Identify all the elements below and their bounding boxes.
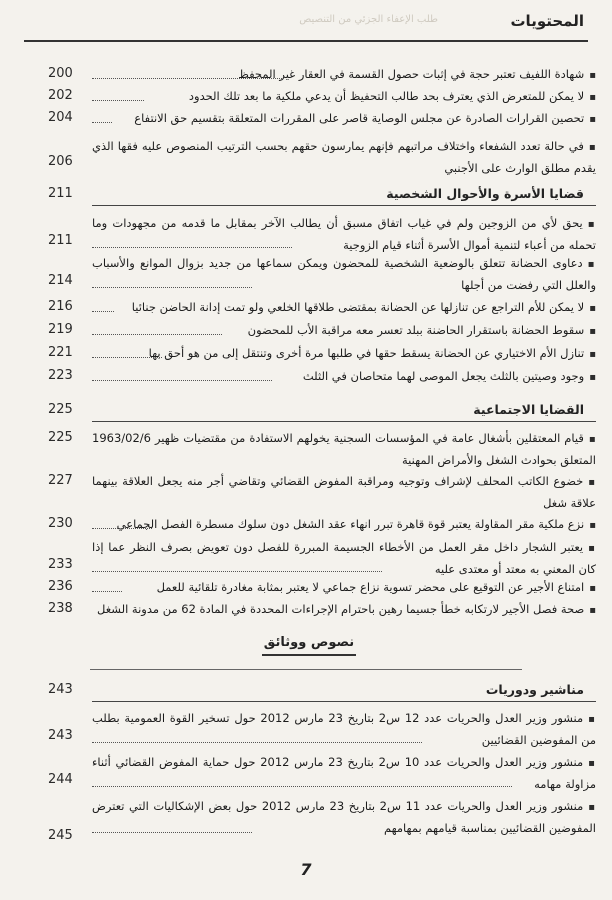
toc-entry-text: نزع ملكية مقر المقاولة يعتبر قوة قاهرة تبرر انهاء عقد الشغل دون سلوك مسطرة الفصل الجماعي [116, 517, 585, 531]
section-title: القضايا الاجتماعية [473, 402, 584, 417]
bullet-icon: ▪ [589, 70, 596, 81]
toc-entry-text: منشور وزير العدل والحريات عدد 10 س2 بتاريخ 23 مارس 2012 حول حماية المفوض القضائي أثناء مزاولة مهامه [92, 755, 596, 791]
section-heading-social[interactable] [48, 402, 596, 424]
toc-entry-text: يحق لأي من الزوجين ولم في غياب اتفاق مسبق أن يطالب الآخر بمقابل ما قدمه من مجهودات وما تحمله من أعباء لتنمية أموال الأسرة أثناء قيام الزوجية [92, 216, 596, 252]
toc-entry[interactable] [48, 108, 596, 130]
dotted-leader [92, 380, 272, 381]
toc-entry-page: 206 [48, 154, 73, 169]
toc-entry-page: 200 [48, 66, 73, 81]
bullet-icon: ▪ [588, 477, 596, 488]
toc-entry-text: منشور وزير العدل والحريات عدد 12 س2 بتاريخ 23 مارس 2012 حول تسخير القوة العمومية بطلب من المفوضين القضائيين [92, 711, 596, 747]
toc-entry-page: 238 [48, 601, 73, 616]
toc-entry[interactable] [48, 796, 596, 843]
toc-entry[interactable] [48, 366, 596, 388]
toc-entry[interactable] [48, 471, 596, 513]
bullet-icon: ▪ [589, 605, 596, 616]
toc-entry-page: 230 [48, 516, 73, 531]
toc-entry-text: لا يمكن للأم التراجع عن تنازلها عن الحضانة بمقتضى طلاقها الخلعي ولو تمت إدانة الحاضن جنائيا [131, 300, 585, 314]
dotted-leader [92, 100, 144, 101]
toc-entry-page: 243 [48, 728, 73, 743]
toc-entry[interactable] [48, 708, 596, 750]
toc-entry-page: 214 [48, 273, 73, 288]
toc-entry-text: صحة فصل الأجير لارتكابه خطأ جسيما رهين باحترام الإجراءات المحددة في المادة 62 من مدونة الشغل [97, 602, 585, 616]
toc-entry-page: 204 [48, 110, 73, 125]
bullet-icon: ▪ [588, 434, 596, 445]
toc-entry[interactable] [48, 253, 596, 295]
toc-entry-text: سقوط الحضانة باستقرار الحاضنة ببلد تعسر معه مراقبة الأب للمحضون [247, 323, 585, 337]
bullet-icon: ▪ [588, 142, 596, 153]
toc-entry-text: دعاوى الحضانة تتعلق بالوضعية الشخصية للمحضون ويمكن سماعها من جديد بزوال الموانع والأسباب والعلل التي رفضت من أجلها [92, 256, 596, 292]
dotted-leader [92, 832, 252, 833]
bullet-icon: ▪ [589, 583, 596, 594]
toc-entry-page: 227 [48, 473, 73, 488]
toc-entry-text: قيام المعتقلين بأشغال عامة في المؤسسات السجنية يخولهم الاستفادة من مقتضيات ظهير 1963/02/6 المتعلق بحوادث الشغل والأمراض المهنية [92, 431, 596, 467]
toc-entry[interactable] [48, 599, 596, 621]
toc-entry-page: 211 [48, 233, 73, 248]
bullet-icon: ▪ [589, 326, 596, 337]
bullet-icon: ▪ [589, 349, 596, 360]
toc-entry[interactable] [48, 752, 596, 794]
documents-heading: نصوص ووثائق [262, 635, 356, 656]
dotted-leader [92, 571, 382, 572]
section-title: قضايا الأسرة والأحوال الشخصية [386, 186, 584, 201]
toc-entry-text: امتناع الأجير عن التوقيع على محضر تسوية نزاع جماعي لا يعتبر بمثابة مغادرة تلقائية للعمل [156, 580, 585, 594]
toc-entry-page: 225 [48, 430, 73, 445]
toc-entry-page: 202 [48, 88, 73, 103]
page-title: المحتويات [510, 12, 584, 30]
toc-entry-text: تحصين القرارات الصادرة عن مجلس الوصاية قاصر على المقررات المتعلقة بتقسيم حق الانتفاع [134, 111, 585, 125]
toc-entry-page: 221 [48, 345, 73, 360]
dotted-leader [92, 742, 422, 743]
dotted-leader [92, 786, 512, 787]
toc-entry[interactable] [48, 297, 596, 319]
dotted-leader [92, 334, 222, 335]
toc-entry[interactable] [48, 343, 596, 365]
dotted-leader [92, 78, 282, 79]
toc-entry-page: 244 [48, 772, 73, 787]
section-heading-family[interactable] [48, 186, 596, 208]
bullet-icon: ▪ [588, 802, 596, 813]
toc-entry-text: في حالة تعدد الشفعاء واختلاف مراتبهم فإنهم يمارسون حقهم بحسب الترتيب المنصوص عليه فقها الذي يقدم مطلق الوارث على الأجنبي [92, 139, 596, 175]
section-underline [92, 701, 596, 702]
dotted-leader [92, 311, 114, 312]
toc-entry-page: 223 [48, 368, 73, 383]
toc-entry[interactable] [48, 577, 596, 599]
header-ghost-text: طلب الإعفاء الجزئي من التنصيص [299, 14, 438, 25]
toc-entry-text: منشور وزير العدل والحريات عدد 11 س2 بتاريخ 23 مارس 2012 حول بعض الإشكاليات التي تعترض المفوضين القضائيين بمناسبة قيامهم بمهامهم [92, 799, 596, 835]
bullet-icon: ▪ [589, 303, 596, 314]
section-title: مناشير ودوريات [485, 682, 584, 697]
toc-entry-text: لا يمكن للمتعرض الذي يعترف بحد طالب التحفيظ أن يدعي ملكية ما بعد تلك الحدود [188, 89, 585, 103]
toc-entry-text: وجود وصيتين بالثلث يجعل الموصى لهما متحاصان في الثلث [302, 369, 585, 383]
bullet-icon: ▪ [587, 219, 596, 230]
bullet-icon: ▪ [589, 372, 596, 383]
toc-entry-page: 233 [48, 557, 73, 572]
dotted-leader [92, 287, 252, 288]
toc-entry-page: 236 [48, 579, 73, 594]
dotted-leader [92, 591, 122, 592]
toc-entry[interactable] [48, 86, 596, 108]
toc-entry[interactable] [48, 136, 596, 178]
page-number: 7 [300, 860, 312, 879]
dotted-leader [92, 122, 112, 123]
dotted-leader [92, 357, 162, 358]
toc-entry[interactable] [48, 320, 596, 342]
toc-entry-text: تنازل الأم الاختياري عن الحضانة يسقط حقها في طلبها مرة أخرى وتنتقل إلى من هو أحق بها [148, 346, 585, 360]
toc-entry[interactable] [48, 514, 596, 536]
section-page: 243 [48, 682, 73, 697]
section-heading-circulars[interactable] [48, 682, 596, 704]
dotted-leader [92, 247, 292, 248]
toc-entry[interactable] [48, 64, 596, 86]
toc-entry[interactable] [48, 537, 596, 579]
documents-heading-rule [90, 669, 522, 670]
toc-entry-text: شهادة اللفيف تعتبر حجة في إثبات حصول القسمة في العقار غير المحفظ [238, 67, 585, 81]
toc-entry-page: 219 [48, 322, 73, 337]
bullet-icon: ▪ [588, 758, 596, 769]
toc-entry[interactable] [48, 428, 596, 470]
section-page: 225 [48, 402, 73, 417]
toc-entry-page: 245 [48, 828, 73, 843]
section-underline [92, 421, 596, 422]
dotted-leader [92, 528, 152, 529]
bullet-icon: ▪ [589, 114, 596, 125]
bullet-icon: ▪ [587, 259, 596, 270]
toc-entry[interactable] [48, 213, 596, 255]
bullet-icon: ▪ [589, 92, 596, 103]
bullet-icon: ▪ [589, 520, 596, 531]
section-page: 211 [48, 186, 73, 201]
toc-entry-text: خضوع الكاتب المحلف لإشراف وتوجيه ومراقبة المفوض القضائي وتقاضي أجر منه يجعل العلاقة بينهما علاقة شغل [92, 474, 596, 510]
bullet-icon: ▪ [588, 543, 596, 554]
toc-entry-text: يعتبر الشجار داخل مقر العمل من الأخطاء الجسيمة المبررة للفصل دون تعويض بصرف النظر عما إذا كان المعني به معتد أو معتدى عليه [92, 540, 596, 576]
toc-entry-page: 216 [48, 299, 73, 314]
bullet-icon: ▪ [588, 714, 596, 725]
section-underline [92, 205, 596, 206]
